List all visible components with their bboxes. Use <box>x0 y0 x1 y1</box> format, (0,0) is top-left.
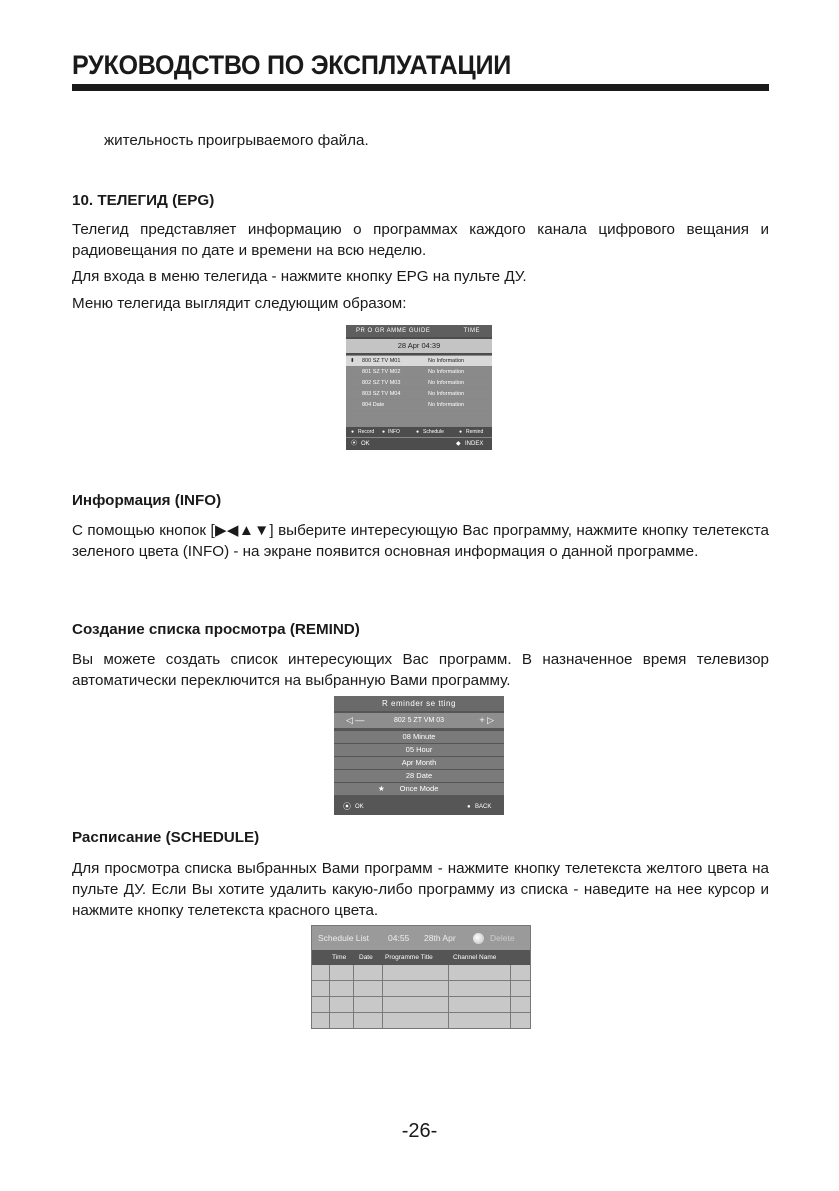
section-epg-paragraph-2: Для входа в меню телегида - нажмите кнопку EPG на пульте ДУ. <box>72 268 527 285</box>
grid-line <box>312 1012 530 1013</box>
reminder-item: 05 Hour <box>334 743 504 756</box>
page-number: -26- <box>401 1120 438 1142</box>
section-epg-paragraph-3: Меню телегида выглядит следующим образом: <box>72 295 407 312</box>
ok-circle-icon: ⦿ <box>351 441 358 447</box>
schedule-screen <box>311 925 531 1029</box>
ok-circle-icon: ⦿ <box>343 802 351 811</box>
minus-arrow-icon: ◁ — <box>346 715 365 725</box>
epg-title: PR O GR AMME GUIDE <box>356 328 431 334</box>
yellow-dot-icon: ● <box>416 429 420 435</box>
epg-footer: ⦿ OK ◆ INDEX <box>346 437 492 450</box>
red-dot-icon: ● <box>351 429 355 435</box>
page-header-title: РУКОВОДСТВО ПО ЭКСПЛУАТАЦИИ <box>72 50 511 80</box>
epg-row: 802 SZ TV M03 No Information <box>346 377 492 388</box>
reminder-channel: 802 5 ZT VM 03 <box>393 717 445 724</box>
reminder-item: 08 Minute <box>334 730 504 743</box>
section-remind-heading: Создание списка просмотра (REMIND) <box>72 621 360 638</box>
epg-row: 801 SZ TV M02 No Information <box>346 366 492 377</box>
header-rule <box>72 84 769 91</box>
section-info-text: С помощью кнопок [▶◀▲▼] выберите интересующую Вас программу, нажмите кнопку телетекста зеленого цвета (INFO) - на экране появится основная информация о данной программе. <box>72 522 769 560</box>
reminder-item: Apr Month <box>334 756 504 769</box>
dot-icon: ● <box>467 804 471 810</box>
schedule-time: 04:55 <box>388 933 410 943</box>
epg-date: 28 Apr 04:39 <box>346 339 492 353</box>
reminder-footer: ⦿ OK ● BACK <box>334 799 504 815</box>
green-dot-icon: ● <box>382 429 386 435</box>
reminder-item-mode: ★ Once Mode <box>334 782 504 795</box>
intro-fragment: жительность проигрываемого файла. <box>104 132 369 149</box>
section-schedule-heading: Расписание (SCHEDULE) <box>72 829 260 846</box>
section-epg-paragraph-1: Телегид представляет информацию о программах каждого канала цифрового вещания и радиовещания по дате и времени на всю неделю. <box>72 221 769 259</box>
epg-row-empty <box>346 410 492 426</box>
section-schedule-text: Для просмотра списка выбранных Вами программ - нажмите кнопку телетекста желтого цвета на пульте ДУ. Если Вы хотите удалить какую-либо программу из списка - наведите на нее курсор и нажмите кнопку телетекста красного цвета. <box>72 860 769 919</box>
up-down-arrow-icon: ⬍ <box>350 358 355 364</box>
schedule-header-row: Time Date Programme Title Channel Name <box>312 950 530 965</box>
section-info-heading: Информация (INFO) <box>72 492 222 509</box>
schedule-title-bar <box>312 926 530 950</box>
reminder-screen <box>334 696 504 815</box>
epg-time-label: TIME <box>463 328 480 334</box>
schedule-title: Schedule List <box>318 933 370 943</box>
delete-dot-icon <box>473 933 484 944</box>
epg-legend: ● Record ● INFO ● Schedule ● Remind <box>346 426 492 437</box>
star-icon: ★ <box>378 784 385 793</box>
grid-line <box>312 996 530 997</box>
epg-title-bar <box>346 325 492 337</box>
section-remind-text: Вы можете создать список интересующих Вас программ. В назначенное время телевизор автоматически переключится на выбранную Вами программу. <box>72 651 769 689</box>
blue-dot-icon: ● <box>459 429 463 435</box>
schedule-date: 28th Apr <box>424 933 456 943</box>
diamond-icon: ◆ <box>456 441 461 447</box>
schedule-grid <box>312 965 530 1028</box>
epg-row: ⬍ 800 SZ TV M01 No Information <box>346 355 492 366</box>
grid-line <box>312 980 530 981</box>
reminder-item: 28 Date <box>334 769 504 782</box>
schedule-delete: Delete <box>490 933 515 943</box>
epg-row: 803 SZ TV M04 No Information <box>346 388 492 399</box>
section-epg-heading: 10. ТЕЛЕГИД (EPG) <box>72 192 215 209</box>
epg-screen <box>346 325 492 450</box>
plus-arrow-icon: + ▷ <box>479 715 494 725</box>
reminder-title: R eminder se tting <box>334 696 504 711</box>
epg-row: 804 Date No Information <box>346 399 492 410</box>
reminder-channel-selector <box>334 713 504 728</box>
